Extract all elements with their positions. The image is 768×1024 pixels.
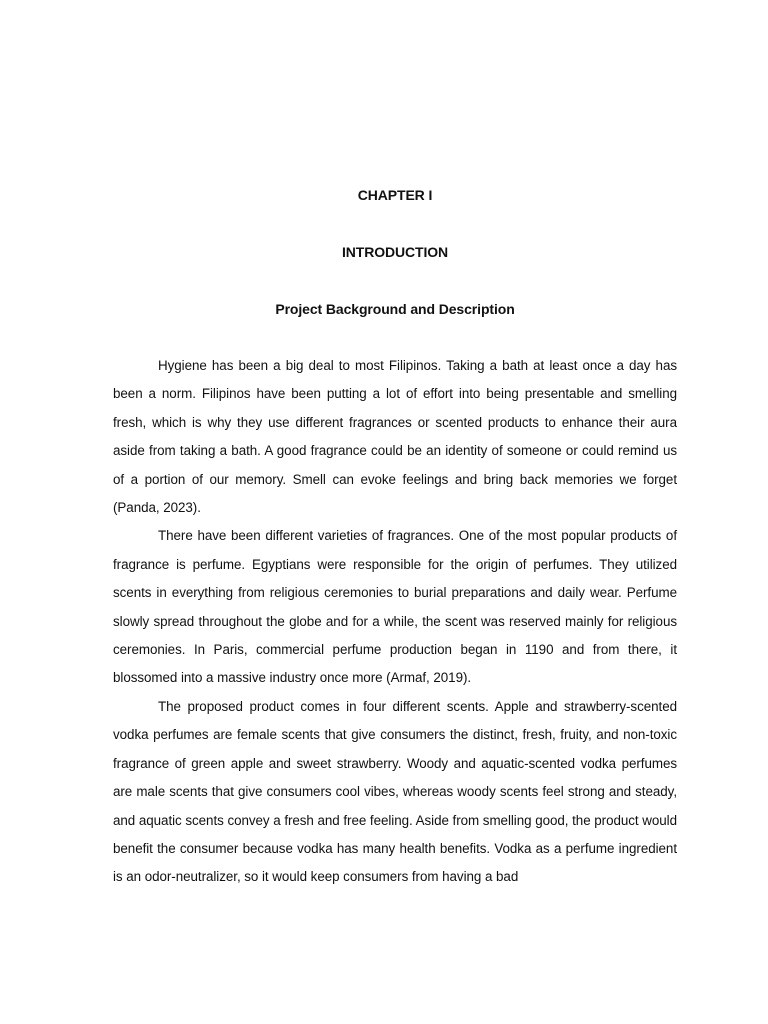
body-text [113, 352, 677, 892]
paragraph: There have been different varieties of fragrances. One of the most popular products of fragrance is perfume. Egyptians were responsible for the origin of perfumes. They utilized scents in everything from religious ceremonies to burial preparations and daily wear. Perfume slowly spread throughout the globe and for a while, the scent was reserved mainly for religious ceremonies. In Paris, commercial perfume production began in 1190 and from there, it blossomed into a massive industry once more (Armaf, 2019). [113, 528, 677, 686]
section-heading: Project Background and Description [275, 301, 515, 317]
chapter-heading: CHAPTER I [357, 187, 433, 203]
chapter-title: INTRODUCTION [341, 244, 449, 260]
paragraph: Hygiene has been a big deal to most Filipinos. Taking a bath at least once a day has been a norm. Filipinos have been putting a lot of effort into being presentable and smelling fresh, which is why they use different fragrances or scented products to enhance their aura aside from taking a bath. A good fragrance could be an identity of someone or could remind us of a portion of our memory. Smell can evoke feelings and bring back memories we forget (Panda, 2023). [113, 358, 677, 516]
paragraph: The proposed product comes in four different scents. Apple and strawberry-scented vodka perfumes are female scents that give consumers the distinct, fresh, fruity, and non-toxic fragrance of green apple and sweet strawberry. Woody and aquatic-scented vodka perfumes are male scents that give consumers cool vibes, whereas woody scents feel strong and steady, and aquatic scents convey a fresh and free feeling. Aside from smelling good, the product would benefit the consumer because vodka has many health benefits. Vodka as a perfume ingredient is an odor-neutralizer, so it would keep consumers from having a bad [113, 698, 677, 885]
